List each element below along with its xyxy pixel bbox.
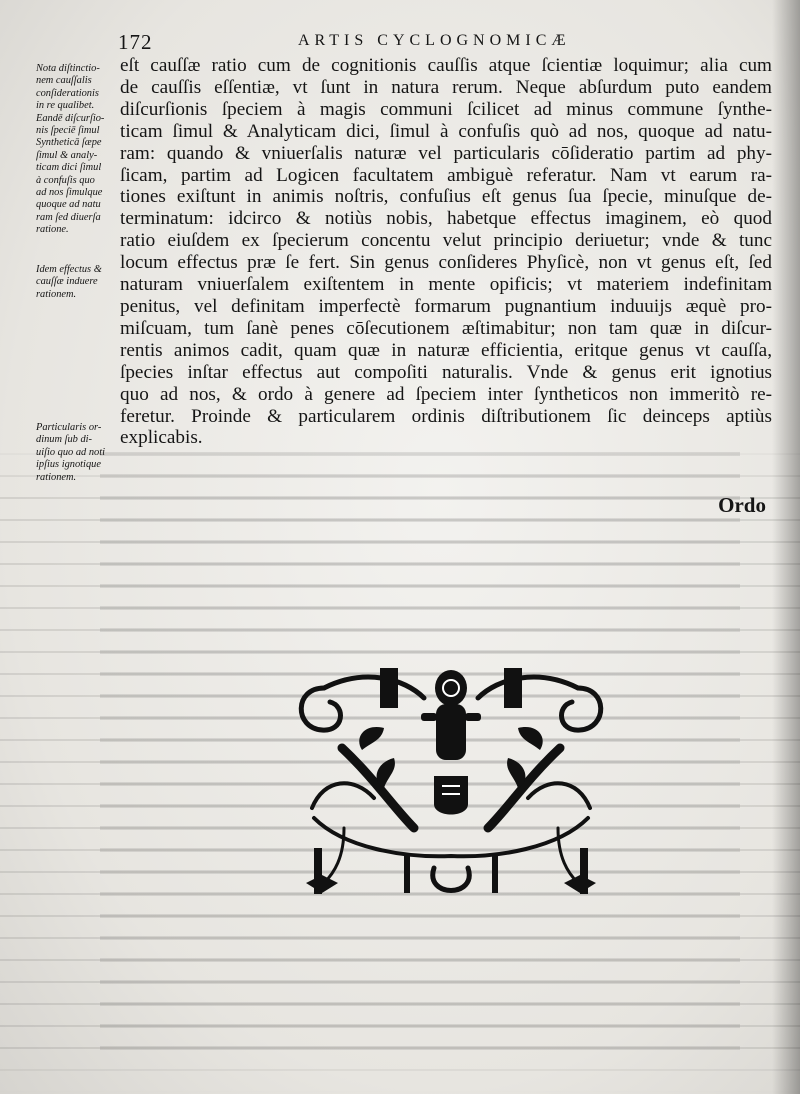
text-line: quo ad nos, & ordo à genere ad ſpeciem inter ſyntheticos non immeritò re- [120,383,772,405]
text-line: miſcuam, tum ſanè penes cōſecutionem æſtimabitur; non tam quæ in diſcur- [120,317,772,339]
page-number: 172 [118,30,153,54]
margin-note-line: ſimul & analy- [36,149,98,161]
text-line: penitus, vel definitam imperfectè formarum pugnantium induuijs æquè pro- [120,295,772,317]
margin-note-line: ipſius ignotique [36,459,101,471]
margin-note-line: conſiderationis [36,87,99,99]
text-line: ſpecies inſtar effectus aut compoſiti naturalis. Vnde & genus erit ignotius [120,361,772,383]
margin-note-line: Idem effectus & [36,264,102,275]
text-line: ram: quando & vniuerſalis naturæ vel particularis cōſideratio partim ad phy- [120,142,772,164]
woodcut-ornament-icon [284,658,618,910]
text-line: ticam ſimul & Analyticam dici, ſimul à confuſis quò ad nos, quoque ad natu- [120,120,772,142]
text-line: ſicam, partim ad Logicen facultatem ambiguè referatur. Nam vt earum ra- [120,164,772,186]
margin-note-line: nem cauſſalis [36,75,92,87]
margin-note-line: Syntheticā ſæpe [36,137,102,149]
margin-note-line: nis ſpeciē ſimul [36,125,100,137]
text-line: eſt cauſſæ ratio cum de cognitionis cauſſis atque ſcientiæ loquimur; alia cum [120,55,772,76]
margin-note-line: cauſſæ induere [36,276,98,288]
text-line: rentis animos cadit, quam quæ in naturæ efficientia, eritque genus vt cauſſa, [120,339,772,361]
text-line: diſcurſionis ſpeciem à magis communi ſcilicet ad minus commune ſynthe- [120,98,772,120]
margin-note-line: Eandē diſcurſio- [36,112,105,124]
main-text-block [120,55,772,449]
margin-note-line: in re qualibet. [36,100,95,112]
margin-note-line: Particularis or- [36,422,102,433]
margin-note-line: ratione. [36,224,69,236]
page-header [118,30,778,54]
text-line: terminatum: idcirco & notiùs nobis, habetque effectus imaginem, eò quod [120,208,772,230]
margin-note-line: ticam dici ſimul [36,162,102,174]
margin-note-line: uiſio quo ad noti [36,446,105,458]
margin-note-line: dinum ſub di- [36,434,92,446]
margin-note-line: ad nos ſimulque [36,187,103,199]
margin-note [36,63,116,237]
margin-note-line: rationem. [36,288,77,300]
gutter-shadow [772,0,800,1094]
text-line: explicabis. [120,427,203,449]
text-line: naturam vniuerſalem exiſtentem in mente opificis; vt materiem indefinitam [120,274,772,296]
margin-note [36,422,116,484]
catchword: Ordo [718,493,766,517]
margin-note-line: à confuſis quo [36,174,95,186]
margin-note-line: quoque ad natu [36,199,101,211]
margin-note-line: rationem. [36,471,77,483]
text-line: feretur. Proinde & particularem ordinis diſtributionem ſic deinceps aptiùs [120,405,772,427]
text-line: locum effectus præ ſe fert. Sin genus conſideres Phyſicè, non vt genus eſt, ſed [120,252,772,274]
text-line: tiones exiſtunt in animis noſtris, confuſius eſt genus ſua ſpecie, minuſque de- [120,186,772,208]
margin-note-line: ram ſed diuerſa [36,211,101,223]
running-head: ARTIS CYCLOGNOMICÆ [298,32,571,49]
margin-note [36,264,116,301]
text-line: de cauſſis eſſentiæ, vt ſunt in natura rerum. Neque abſurdum puto eandem [120,76,772,98]
text-line: ratio eiuſdem ex ſpecierum concentu velut principio deriuetur; vnde & tunc [120,230,772,252]
margin-note-line: Nota diſtinctio- [36,63,100,74]
